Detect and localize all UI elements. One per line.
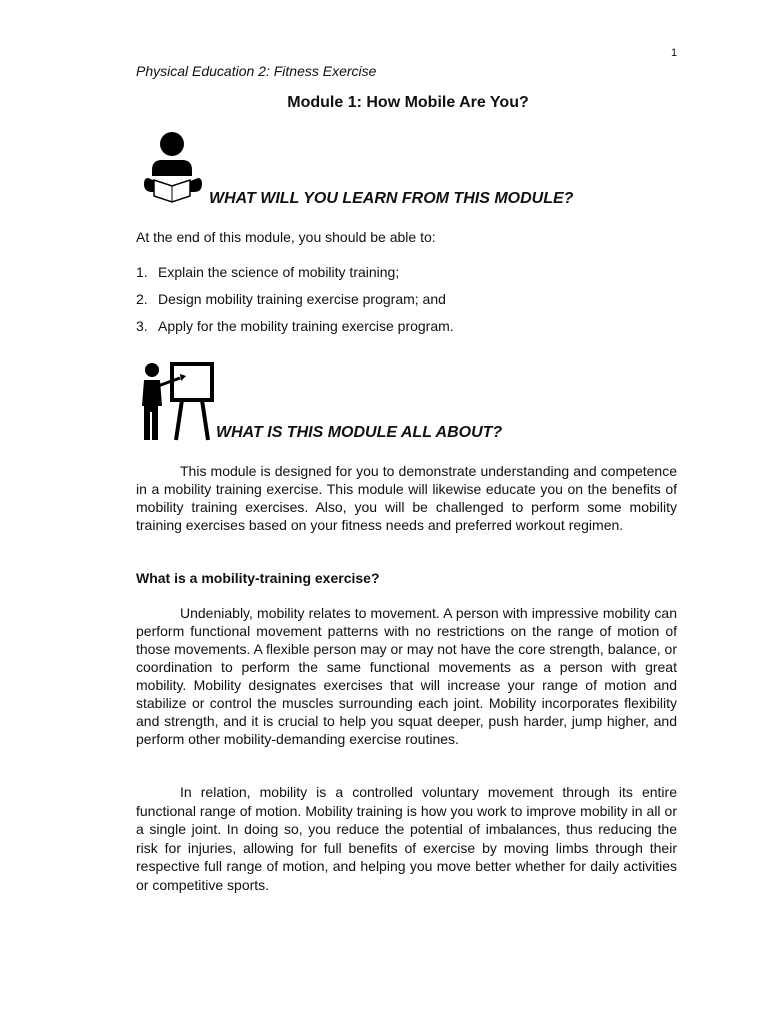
list-text: Apply for the mobility training exercise program.: [158, 318, 454, 334]
teacher-icon: [136, 362, 216, 442]
mobility-subheading: What is a mobility-training exercise?: [136, 570, 380, 586]
objectives-intro: At the end of this module, you should be able to:: [136, 229, 436, 245]
list-item: [136, 264, 454, 291]
list-number: 2.: [136, 291, 148, 307]
module-title: Module 1: How Mobile Are You?: [287, 94, 529, 111]
course-title: Physical Education 2: Fitness Exercise: [136, 63, 377, 79]
page-number: 1: [671, 47, 678, 59]
section-heading-learn: WHAT WILL YOU LEARN FROM THIS MODULE?: [209, 190, 574, 207]
reader-icon: [140, 130, 206, 206]
list-item: [136, 291, 454, 318]
mobility-paragraph-2: In relation, mobility is a controlled voluntary movement through its entire functional range of motion. Mobility training is how you work to improve mobility in all or a single joint. In doing so, you reduce the potential of imbalances, thus reducing the risk for injuries, allowing for full benefits of exercise by moving limbs through their respective full range of motion, and helping you move better whether for daily activities or competitive sports.: [136, 784, 677, 893]
list-text: Explain the science of mobility training;: [158, 264, 400, 280]
mobility-paragraph-1: Undeniably, mobility relates to movement. A person with impressive mobility can perform functional movement patterns with no restrictions on the range of motion of those movements. A flexible person may or may not have the core strength, balance, or coordination to perform the same functional movements as a person with great mobility. Mobility designates exercises that will increase your range of motion and stabilize or control the muscles surrounding each joint. Mobility incorporates flexibility and strength, and it is crucial to help you squat deeper, push harder, jump higher, and perform other mobility-demanding exercise routines.: [136, 605, 677, 747]
list-number: 3.: [136, 318, 148, 334]
list-number: 1.: [136, 264, 148, 280]
about-paragraph: This module is designed for you to demonstrate understanding and competence in a mobility training exercise. This module will likewise educate you on the benefits of mobility training exercises. Also, you will be challenged to perform some mobility training exercises based on your fitness needs and preferred workout regimen.: [136, 463, 677, 533]
list-text: Design mobility training exercise program; and: [158, 291, 446, 307]
list-item: [136, 318, 454, 345]
section-heading-about: WHAT IS THIS MODULE ALL ABOUT?: [216, 424, 503, 441]
objectives-list: [136, 264, 454, 345]
